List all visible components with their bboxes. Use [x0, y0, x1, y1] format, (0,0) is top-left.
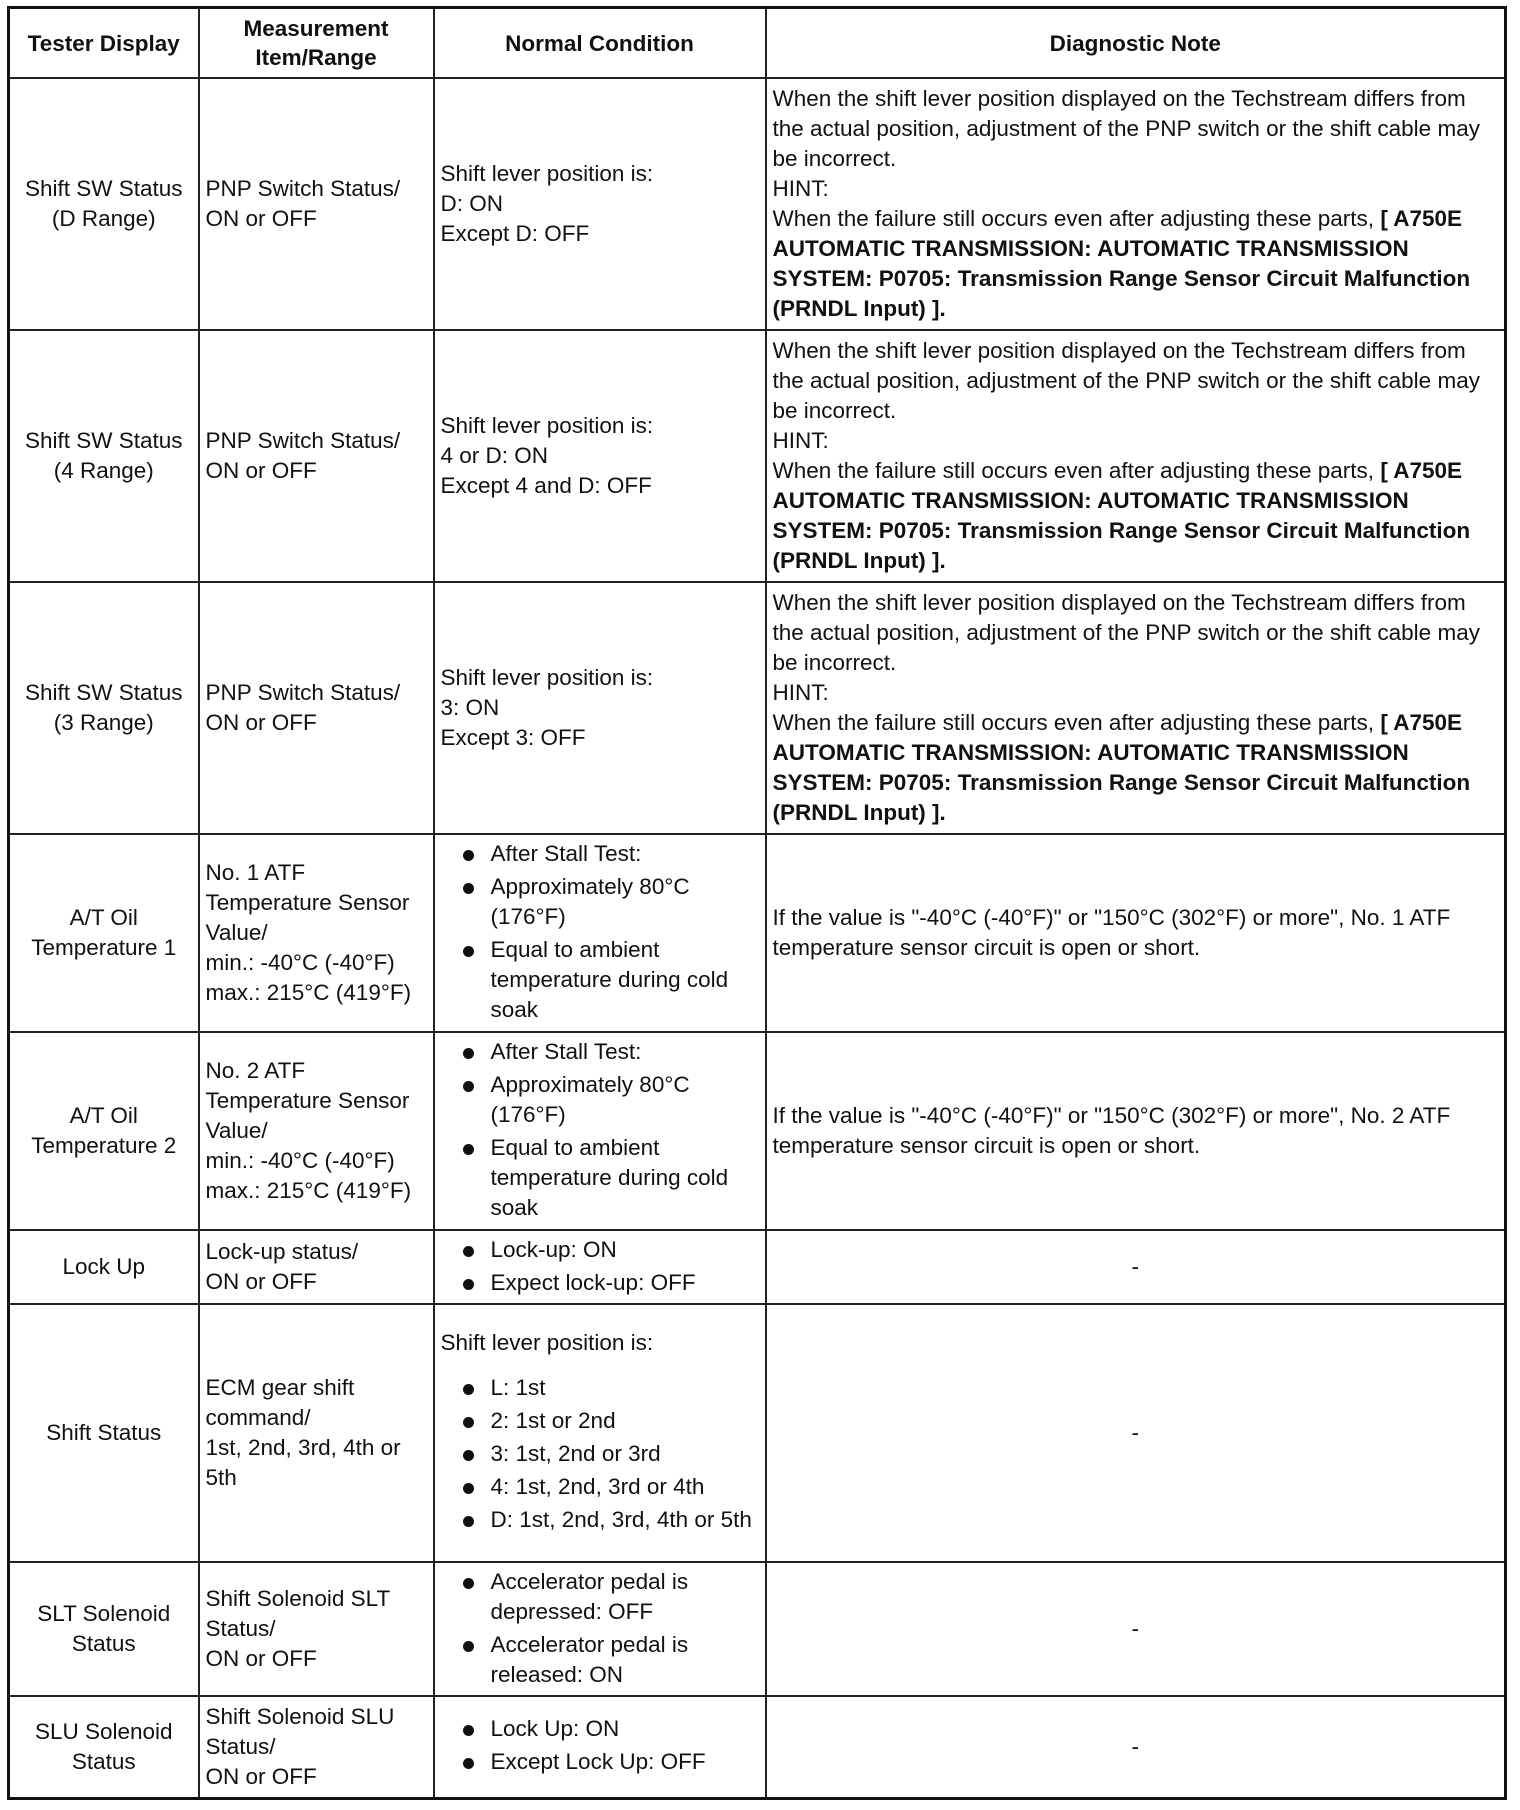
normal-condition-cell [434, 1696, 766, 1798]
table-row [9, 1304, 1506, 1562]
measurement-line: No. 2 ATF Temperature Sensor Value/ [205, 1058, 410, 1143]
list-item: Accelerator pedal is depressed: OFF [441, 1567, 759, 1627]
condition-list [441, 1567, 759, 1690]
list-item: After Stall Test: [441, 1037, 759, 1067]
measurement-cell [199, 1230, 434, 1304]
list-item: Approximately 80°C (176°F) [441, 1070, 759, 1130]
measurement-line: max.: 215°C (419°F) [205, 1178, 412, 1203]
diagnostic-note-cell: - [766, 1304, 1506, 1562]
tester-line: SLT Solenoid [37, 1601, 171, 1626]
normal-condition-cell [434, 330, 766, 582]
diagnostic-note-cell: - [766, 1562, 1506, 1696]
condition-list [441, 1714, 759, 1777]
list-item: Equal to ambient temperature during cold soak [441, 1133, 759, 1223]
list-item: 4: 1st, 2nd, 3rd or 4th [441, 1472, 759, 1502]
measurement-line: Shift Solenoid SLU Status/ [205, 1703, 395, 1759]
diagnostic-note-cell: - [766, 1230, 1506, 1304]
condition-line: Except 4 and D: OFF [440, 473, 652, 498]
measurement-cell [199, 330, 434, 582]
note-lead: When the failure still occurs even after adjusting these parts, [772, 458, 1375, 483]
list-item: 3: 1st, 2nd or 3rd [441, 1439, 759, 1469]
diagnostic-note-cell [766, 330, 1506, 582]
note-text: When the shift lever position displayed on the Techstream differs from the actual position, adjustment of the PNP switch or the shift cable may be incorrect. [772, 86, 1480, 171]
note-reference [773, 204, 1499, 324]
measurement-line: PNP Switch Status/ [205, 428, 401, 453]
list-item: D: 1st, 2nd, 3rd, 4th or 5th [441, 1505, 759, 1535]
list-item: 2: 1st or 2nd [441, 1406, 759, 1436]
measurement-line: min.: -40°C (-40°F) [205, 950, 395, 975]
measurement-line: ON or OFF [205, 1763, 317, 1789]
tester-display-cell [9, 1230, 199, 1304]
header-tester-display: Tester Display [9, 8, 199, 79]
note-hint: HINT: [772, 680, 829, 705]
table-row [9, 582, 1506, 834]
condition-line: Shift lever position is: [440, 665, 654, 690]
list-item: Accelerator pedal is released: ON [441, 1630, 759, 1690]
header-normal-condition: Normal Condition [434, 8, 766, 79]
measurement-line: Shift Solenoid SLT Status/ [205, 1586, 390, 1641]
tester-line: Temperature 1 [31, 935, 177, 960]
note-lead: When the failure still occurs even after adjusting these parts, [772, 710, 1375, 735]
list-item: L: 1st [441, 1373, 759, 1403]
normal-condition-cell [434, 834, 766, 1032]
tester-display-cell [9, 834, 199, 1032]
header-diagnostic-note: Diagnostic Note [766, 8, 1506, 79]
tester-line: A/T Oil [69, 1103, 138, 1128]
data-list-table [7, 6, 1507, 1800]
measurement-cell [199, 582, 434, 834]
measurement-line: Lock-up status/ [205, 1239, 359, 1264]
note-text: When the shift lever position displayed on the Techstream differs from the actual position, adjustment of the PNP switch or the shift cable may be incorrect. [772, 338, 1480, 423]
measurement-cell [199, 1032, 434, 1230]
tester-line: A/T Oil [69, 905, 138, 930]
tester-display-cell [9, 1304, 199, 1562]
note-lead: When the failure still occurs even after adjusting these parts, [772, 206, 1375, 231]
condition-line: Shift lever position is: [440, 161, 654, 186]
table-row [9, 1230, 1506, 1304]
tester-display-cell [9, 1032, 199, 1230]
diagnostic-note-cell: If the value is "-40°C (-40°F)" or "150°C (302°F) or more", No. 1 ATF temperature sensor circuit is open or short. [766, 834, 1506, 1032]
diagnostic-note-cell [766, 78, 1506, 330]
measurement-cell [199, 1304, 434, 1562]
condition-list [441, 839, 759, 1025]
measurement-line: ON or OFF [205, 1646, 317, 1671]
diagnostic-note-cell: If the value is "-40°C (-40°F)" or "150°C (302°F) or more", No. 2 ATF temperature sensor circuit is open or short. [766, 1032, 1506, 1230]
tester-line: Shift SW Status [24, 680, 183, 705]
table-row [9, 1696, 1506, 1798]
measurement-line: min.: -40°C (-40°F) [205, 1148, 395, 1173]
tester-display-cell [9, 330, 199, 582]
list-item: After Stall Test: [441, 839, 759, 869]
measurement-line: ON or OFF [205, 710, 317, 735]
measurement-line: 1st, 2nd, 3rd, 4th or 5th [205, 1435, 401, 1490]
diagnostic-note-cell [766, 582, 1506, 834]
normal-condition-cell [434, 78, 766, 330]
condition-line: D: ON [440, 191, 504, 216]
tester-line: Status [71, 1631, 136, 1656]
measurement-line: max.: 215°C (419°F) [205, 980, 412, 1005]
note-hint: HINT: [772, 176, 829, 201]
note-hint: HINT: [772, 428, 829, 453]
table-row [9, 78, 1506, 330]
list-item: Approximately 80°C (176°F) [441, 872, 759, 932]
tester-line: Shift Status [46, 1420, 162, 1445]
condition-list [441, 1037, 759, 1223]
list-item: Equal to ambient temperature during cold soak [441, 935, 759, 1025]
measurement-line: ECM gear shift command/ [205, 1375, 355, 1430]
measurement-cell [199, 1562, 434, 1696]
reference-link[interactable]: [ A750E AUTOMATIC TRANSMISSION: AUTOMATIC TRANSMISSION SYSTEM: P0705: Transmission Range Sensor Circuit Malfunction (PRNDL Input) ]. [772, 458, 1471, 573]
table-row [9, 834, 1506, 1032]
note-text: When the shift lever position displayed on the Techstream differs from the actual position, adjustment of the PNP switch or the shift cable may be incorrect. [772, 590, 1480, 675]
diagnostic-note-cell: - [766, 1696, 1506, 1798]
normal-condition-cell [434, 1304, 766, 1562]
header-measurement: Measurement Item/Range [199, 8, 434, 79]
reference-link[interactable]: [ A750E AUTOMATIC TRANSMISSION: AUTOMATIC TRANSMISSION SYSTEM: P0705: Transmission Range Sensor Circuit Malfunction (PRNDL Input) ]. [772, 206, 1471, 321]
measurement-cell [199, 78, 434, 330]
normal-condition-cell [434, 1230, 766, 1304]
normal-condition-cell [434, 1032, 766, 1230]
tester-line: Shift SW Status [24, 176, 183, 201]
condition-list [441, 1235, 759, 1298]
tester-display-cell [9, 1696, 199, 1798]
tester-line: Status [71, 1748, 136, 1774]
condition-line: Except 3: OFF [440, 725, 586, 750]
condition-intro: Shift lever position is: [440, 1330, 654, 1355]
measurement-line: No. 1 ATF Temperature Sensor Value/ [205, 860, 410, 945]
reference-link[interactable]: [ A750E AUTOMATIC TRANSMISSION: AUTOMATIC TRANSMISSION SYSTEM: P0705: Transmission Range Sensor Circuit Malfunction (PRNDL Input) ]. [772, 710, 1471, 825]
tester-display-cell [9, 582, 199, 834]
table-row [9, 1562, 1506, 1696]
table-row [9, 1032, 1506, 1230]
condition-line: 3: ON [440, 695, 500, 720]
tester-line: Lock Up [62, 1254, 146, 1279]
measurement-line: PNP Switch Status/ [205, 176, 401, 201]
measurement-line: ON or OFF [205, 206, 317, 231]
normal-condition-cell [434, 1562, 766, 1696]
note-reference [773, 708, 1499, 828]
measurement-cell [199, 834, 434, 1032]
list-item: Expect lock-up: OFF [441, 1268, 759, 1298]
condition-line: Shift lever position is: [440, 413, 654, 438]
tester-line: Shift SW Status [24, 428, 183, 453]
normal-condition-cell [434, 582, 766, 834]
measurement-line: ON or OFF [205, 458, 317, 483]
header-row [9, 8, 1506, 79]
table-row [9, 330, 1506, 582]
list-item: Lock Up: ON [441, 1714, 759, 1744]
tester-display-cell [9, 78, 199, 330]
measurement-cell [199, 1696, 434, 1798]
list-item: Except Lock Up: OFF [441, 1747, 759, 1777]
tester-line: Temperature 2 [31, 1133, 177, 1158]
measurement-line: ON or OFF [205, 1269, 317, 1294]
measurement-line: PNP Switch Status/ [205, 680, 401, 705]
list-item: Lock-up: ON [441, 1235, 759, 1265]
tester-line: (4 Range) [53, 458, 154, 483]
condition-line: 4 or D: ON [440, 443, 549, 468]
note-reference [773, 456, 1499, 576]
tester-line: (D Range) [51, 206, 156, 231]
condition-list [441, 1373, 759, 1535]
tester-line: SLU Solenoid [34, 1718, 173, 1744]
tester-display-cell [9, 1562, 199, 1696]
condition-line: Except D: OFF [440, 221, 590, 246]
tester-line: (3 Range) [53, 710, 154, 735]
